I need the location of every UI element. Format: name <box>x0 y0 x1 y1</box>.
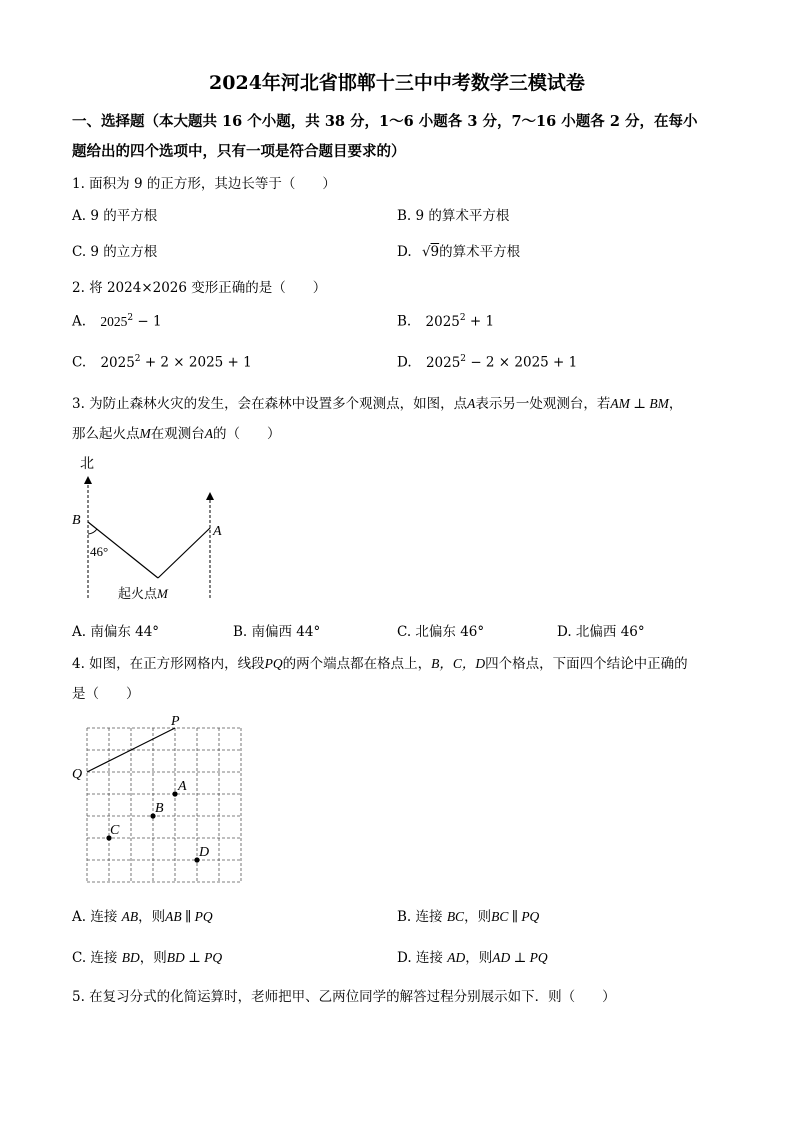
relation-expr: BC ∥ PQ <box>491 909 540 924</box>
point-label: A <box>467 396 476 411</box>
question-3-option-c: C. 北偏东 46° <box>397 624 485 640</box>
question-3-option-d: D. 北偏西 46° <box>557 624 645 640</box>
question-4-stem-line1 <box>72 652 688 672</box>
option-text: A. 连接 <box>72 909 118 925</box>
north-label: 北 <box>80 457 94 472</box>
point-q-label: Q <box>72 767 83 782</box>
expr-rest: + 2 × 2025 + 1 <box>140 354 252 371</box>
option-text: ，则 <box>139 950 167 966</box>
point-c-label: C <box>110 823 120 838</box>
point-a <box>172 791 177 796</box>
question-2-option-a <box>72 313 162 330</box>
option-label: D. <box>397 354 412 371</box>
question-1-option-d <box>397 240 520 260</box>
option-text: ，则 <box>138 909 166 925</box>
question-4-stem-line2: 是（ ） <box>72 686 140 702</box>
expr-exponent: 2 <box>127 313 134 323</box>
points-label: B，C，D <box>431 656 486 671</box>
stem-text: 的两个端点都在格点上， <box>282 656 432 672</box>
relation-expr: AD ⊥ PQ <box>492 950 548 965</box>
expr-rest: + 1 <box>465 313 495 330</box>
radicand: 9 <box>430 244 440 260</box>
section-1-instructions-line2: 题给出的四个选项中，只有一项是符合题目要求的） <box>72 143 406 160</box>
stem-text: 那么起火点 <box>72 426 140 442</box>
relation-expr: BD ⊥ PQ <box>166 950 223 965</box>
expr-exponent: 2 <box>459 313 466 323</box>
segment-label: PQ <box>264 656 283 671</box>
expr-base: 2025 <box>425 313 460 330</box>
option-text: D. 连接 <box>397 950 443 966</box>
point-b-label: B <box>72 513 81 528</box>
fire-text: 起火点 <box>118 586 158 601</box>
point-label: A <box>204 426 213 441</box>
option-text: 的算术平方根 <box>439 244 521 260</box>
question-2-stem: 2. 将 2024×2026 变形正确的是（ ） <box>72 280 327 296</box>
point-b-label: B <box>155 801 164 816</box>
question-4-figure <box>68 708 248 888</box>
segment-am <box>158 528 210 578</box>
fire-point-label <box>118 586 169 601</box>
option-text: C. 连接 <box>72 950 118 966</box>
question-2-option-c <box>72 354 252 371</box>
option-text: ，则 <box>465 950 493 966</box>
stem-text: 在观测台 <box>150 426 205 442</box>
point-a-label: A <box>213 524 222 539</box>
question-4-option-d <box>397 946 548 966</box>
stem-text: 的（ ） <box>213 426 281 442</box>
option-label: D. <box>397 244 412 260</box>
segment-label: BC <box>446 909 465 924</box>
section-1-instructions-line1: 一、选择题（本大题共 16 个小题，共 38 分，1～6 小题各 3 分，7～16 小题各 2 分，在每小 <box>72 113 698 130</box>
question-4-option-c <box>72 946 222 966</box>
square-grid <box>87 728 241 882</box>
segment-label: AB <box>121 909 139 924</box>
question-1-option-b: B. 9 的算术平方根 <box>397 208 510 224</box>
option-text: ，则 <box>464 909 492 925</box>
stem-text: 3. 为防止森林火灾的发生，会在森林中设置多个观测点，如图，点 <box>72 396 468 412</box>
option-text: B. 连接 <box>397 909 443 925</box>
segment-label: AD <box>447 950 466 965</box>
condition-expr: AM ⊥ BM <box>610 396 669 411</box>
stem-text: 4. 如图，在正方形网格内，线段 <box>72 656 265 672</box>
stem-text: 表示另一处观测台，若 <box>475 396 611 412</box>
question-1-option-c: C. 9 的立方根 <box>72 244 158 260</box>
question-3-figure <box>60 450 250 610</box>
expr-base: 2025 <box>425 354 461 371</box>
point-a-label: A <box>178 779 187 794</box>
question-5-stem: 5. 在复习分式的化简运算时，老师把甲、乙两位同学的解答过程分别展示如下．则（ ） <box>72 989 616 1005</box>
expr-exponent: 2 <box>460 354 467 364</box>
question-2-option-d <box>397 354 577 371</box>
angle-label: 46° <box>90 544 109 559</box>
expr-base: 2025 <box>100 313 128 329</box>
option-label: C. <box>72 354 87 371</box>
question-4-option-a <box>72 905 213 925</box>
option-label: B. <box>397 313 412 330</box>
stem-text: ， <box>668 396 683 412</box>
expr-exponent: 2 <box>134 354 141 364</box>
option-label: A. <box>72 313 87 330</box>
question-1-stem: 1. 面积为 9 的正方形，其边长等于（ ） <box>72 176 336 192</box>
angle-arc <box>88 529 97 534</box>
question-2-option-b <box>397 313 494 330</box>
point-d-label: D <box>199 845 210 860</box>
segment-label: BD <box>121 950 140 965</box>
exam-title: 2024年河北省邯郸十三中中考数学三模试卷 <box>209 72 585 94</box>
question-1-option-a: A. 9 的平方根 <box>72 208 158 224</box>
expr-rest: − 2 × 2025 + 1 <box>466 354 578 371</box>
radical-sign: √9 <box>421 244 440 260</box>
point-label: M <box>139 426 151 441</box>
point-m-label: M <box>157 586 168 601</box>
point-p-label: P <box>171 714 180 729</box>
question-3-stem-line2 <box>72 422 281 442</box>
question-3-option-a: A. 南偏东 44° <box>72 624 160 640</box>
expr-base: 2025 <box>100 354 135 371</box>
question-3-stem-line1 <box>72 392 682 412</box>
question-4-option-b <box>397 905 539 925</box>
relation-expr: AB ∥ PQ <box>165 909 213 924</box>
question-3-option-b: B. 南偏西 44° <box>233 624 321 640</box>
stem-text: 四个格点，下面四个结论中正确的 <box>485 656 688 672</box>
expr-rest: − 1 <box>133 313 162 330</box>
